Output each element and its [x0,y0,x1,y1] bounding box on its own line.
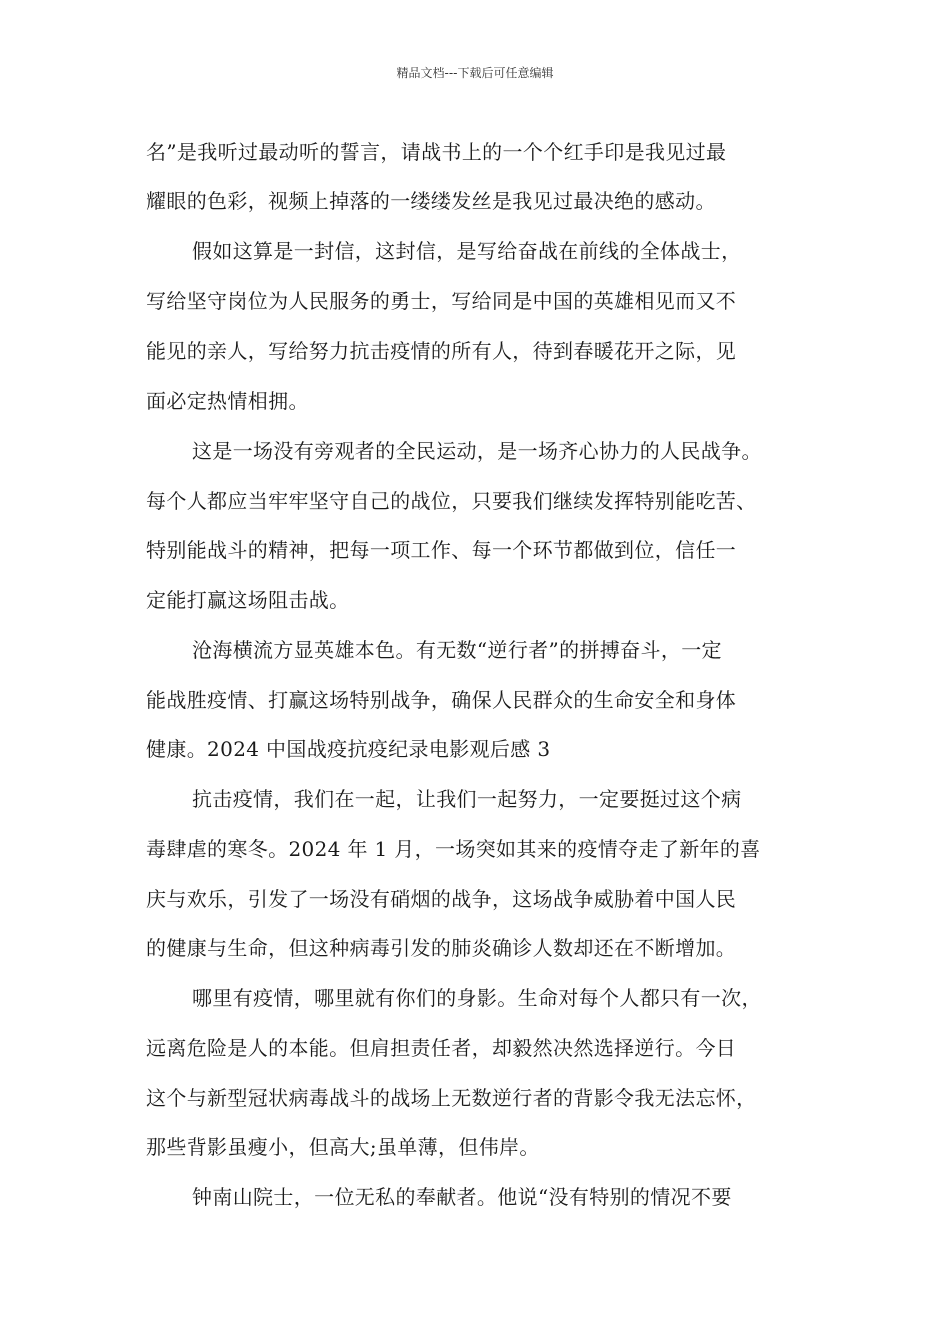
text-line: 的健康与生命，但这种病毒引发的肺炎确诊人数却还在不断增加。 [146,936,737,960]
text-line: 远离危险是人的本能。但肩担责任者，却毅然决然选择逆行。今日 [146,1036,737,1060]
text-line: 健康。2024 中国战疫抗疫纪录电影观后感 3 [146,737,551,761]
text-line: 名”是我听过最动听的誓言，请战书上的一个个红手印是我见过最 [146,140,727,164]
text-line: 能见的亲人，写给努力抗击疫情的所有人，待到春暖花开之际，见 [146,339,737,363]
text-line: 毒肆虐的寒冬。2024 年 1 月，一场突如其来的疫情夺走了新年的喜 [146,837,761,861]
text-line: 沧海横流方显英雄本色。有无数“逆行者”的拼搏奋斗，一定 [192,638,722,662]
text-line: 耀眼的色彩，视频上掉落的一缕缕发丝是我见过最决绝的感动。 [146,189,716,213]
text-line: 定能打赢这场阻击战。 [146,588,350,612]
text-line: 哪里有疫情，哪里就有你们的身影。生命对每个人都只有一次， [192,986,762,1010]
text-line: 能战胜疫情、打赢这场特别战争，确保人民群众的生命安全和身体 [146,688,737,712]
text-line: 那些背影虽瘦小，但高大;虽单薄，但伟岸。 [146,1135,540,1159]
text-line: 写给坚守岗位为人民服务的勇士，写给同是中国的英雄相见而又不 [146,289,737,313]
text-line: 特别能战斗的精神，把每一项工作、每一个环节都做到位，信任一 [146,538,737,562]
text-line: 假如这算是一封信，这封信，是写给奋战在前线的全体战士， [192,239,742,263]
text-line: 这是一场没有旁观者的全民运动，是一场齐心协力的人民战争。 [192,439,762,463]
text-line: 每个人都应当牢牢坚守自己的战位，只要我们继续发挥特别能吃苦、 [146,489,757,513]
page-header: 精品文档---下载后可任意编辑 [396,66,554,80]
text-line: 这个与新型冠状病毒战斗的战场上无数逆行者的背影令我无法忘怀， [146,1086,757,1110]
text-line: 面必定热情相拥。 [146,389,309,413]
text-line: 庆与欢乐，引发了一场没有硝烟的战争，这场战争威胁着中国人民 [146,887,737,911]
text-line: 钟南山院士，一位无私的奉献者。他说“没有特别的情况不要 [192,1185,732,1209]
text-line: 抗击疫情，我们在一起，让我们一起努力，一定要挺过这个病 [192,787,742,811]
